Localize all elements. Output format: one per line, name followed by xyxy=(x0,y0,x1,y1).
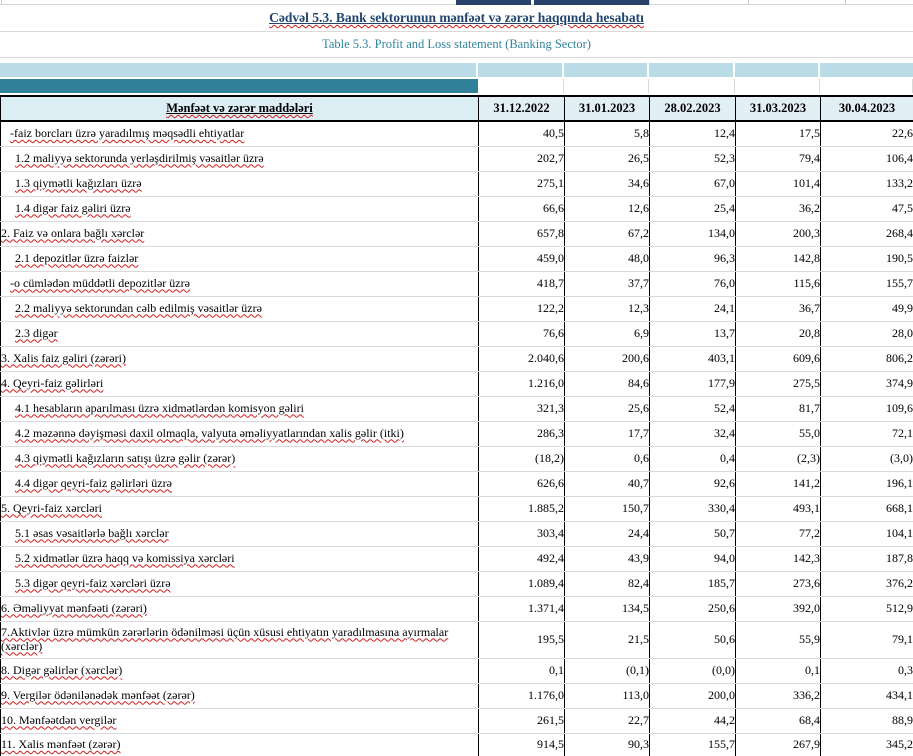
row-label xyxy=(1,596,479,621)
cell-value: 24,4 xyxy=(565,521,650,546)
row-label xyxy=(1,496,479,521)
column-header-date: 30.04.2023 xyxy=(821,96,913,121)
page-subtitle: Table 5.3. Profit and Loss statement (Banking Sector) xyxy=(322,36,591,51)
row-label-text: 4.2 məzənnə dəyişməsi daxil olmaqla, valyuta əməliyyatlarından xalis gəlir (itki) xyxy=(15,425,404,440)
cell-value: 82,4 xyxy=(565,571,650,596)
cell-value: 155,7 xyxy=(821,271,913,296)
table-row xyxy=(1,371,913,396)
band-empty-cell xyxy=(478,79,564,93)
cell-value: 196,1 xyxy=(821,471,913,496)
cell-value: 273,6 xyxy=(736,571,821,596)
cell-value: 122,2 xyxy=(479,296,565,321)
cell-value: 22,6 xyxy=(821,121,913,146)
row-label-text: 5. Qeyri-faiz xərcləri xyxy=(1,500,102,515)
cell-value: 25,4 xyxy=(650,196,736,221)
column-header-date: 31.03.2023 xyxy=(736,96,821,121)
cell-value: 104,1 xyxy=(821,521,913,546)
cell-value: 20,8 xyxy=(736,321,821,346)
table-header-row xyxy=(1,96,913,121)
cell-value: 26,5 xyxy=(565,146,650,171)
table-row xyxy=(1,546,913,571)
decorative-band-light-blue xyxy=(0,63,913,77)
cell-value: 150,7 xyxy=(565,496,650,521)
row-label-text: 2. Faiz və onlara bağlı xərclər xyxy=(1,225,145,240)
table-row xyxy=(1,521,913,546)
row-label-text: 2.2 maliyyə sektorundan cəlb edilmiş vəsaitlər üzrə xyxy=(15,300,262,315)
table-row xyxy=(1,446,913,471)
table-row xyxy=(1,571,913,596)
cell-value: 418,7 xyxy=(479,271,565,296)
column-header-date: 31.12.2022 xyxy=(479,96,565,121)
cell-value: 321,3 xyxy=(479,396,565,421)
row-label xyxy=(1,396,479,421)
row-label xyxy=(1,546,479,571)
cell-value: 88,9 xyxy=(821,708,913,733)
row-label-text: 2.3 digər xyxy=(15,325,58,340)
cell-value: 6,9 xyxy=(565,321,650,346)
cell-value: 115,6 xyxy=(736,271,821,296)
cell-value: 190,5 xyxy=(821,246,913,271)
table-row xyxy=(1,296,913,321)
cell-value: 55,9 xyxy=(736,621,821,658)
page-title: Cədvəl 5.3. Bank sektorunun mənfəət və zərər haqqında hesabatı xyxy=(269,10,644,25)
cell-value: 330,4 xyxy=(650,496,736,521)
cell-value: 261,5 xyxy=(479,708,565,733)
cell-value: 142,3 xyxy=(736,546,821,571)
row-label xyxy=(1,146,479,171)
cell-value: 113,0 xyxy=(565,683,650,708)
cell-value: 32,4 xyxy=(650,421,736,446)
row-label-text: 9. Vergilər ödənilənədək mənfəət (zərər) xyxy=(1,687,195,702)
cell-value: 92,6 xyxy=(650,471,736,496)
cell-value: 28,0 xyxy=(821,321,913,346)
row-label-text: 1.3 qiymətli kağızları üzrə xyxy=(15,175,142,190)
row-label-text: 4.4 digər qeyri-faiz gəlirləri üzrə xyxy=(15,475,172,490)
column-header-items: Mənfəət və zərər maddələri xyxy=(1,96,479,121)
cell-value: 187,8 xyxy=(821,546,913,571)
cell-value: 668,1 xyxy=(821,496,913,521)
cell-value: (2,3) xyxy=(736,446,821,471)
cell-value: 0,3 xyxy=(821,658,913,683)
cell-value: 267,9 xyxy=(736,733,821,756)
row-label xyxy=(1,571,479,596)
cell-value: (18,2) xyxy=(479,446,565,471)
cell-value: 1.176,0 xyxy=(479,683,565,708)
cell-value: 84,6 xyxy=(565,371,650,396)
cell-value: 403,1 xyxy=(650,346,736,371)
row-label xyxy=(1,708,479,733)
cell-value: 376,2 xyxy=(821,571,913,596)
cell-value: 177,9 xyxy=(650,371,736,396)
cell-value: 52,3 xyxy=(650,146,736,171)
row-label-text: 2.1 depozitlər üzrə faizlər xyxy=(15,250,139,265)
table-title-row xyxy=(0,5,913,32)
cell-value: 914,5 xyxy=(479,733,565,756)
row-label-text: 1.4 digər faiz gəliri üzrə xyxy=(15,200,131,215)
table-row xyxy=(1,146,913,171)
table-subtitle-row xyxy=(0,31,913,58)
cell-value: 22,7 xyxy=(565,708,650,733)
row-label xyxy=(1,321,479,346)
row-label-text: 5.1 əsas vəsaitlərlə bağlı xərclər xyxy=(15,525,169,540)
cell-value: 79,1 xyxy=(821,621,913,658)
cell-value: 200,6 xyxy=(565,346,650,371)
cell-value: (3,0) xyxy=(821,446,913,471)
row-label-text: -o cümlədən müddətli depozitlər üzrə xyxy=(10,275,190,290)
band-cell xyxy=(735,63,820,77)
cell-value: 0,4 xyxy=(650,446,736,471)
cell-value: 1.885,2 xyxy=(479,496,565,521)
cell-value: 512,9 xyxy=(821,596,913,621)
table-row xyxy=(1,708,913,733)
table-row xyxy=(1,496,913,521)
row-label xyxy=(1,733,479,756)
cell-value: 392,0 xyxy=(736,596,821,621)
cell-value: 90,3 xyxy=(565,733,650,756)
table-row xyxy=(1,396,913,421)
cell-value: 96,3 xyxy=(650,246,736,271)
cell-value: 609,6 xyxy=(736,346,821,371)
cell-value: 142,8 xyxy=(736,246,821,271)
cell-value: 21,5 xyxy=(565,621,650,658)
column-header-date: 31.01.2023 xyxy=(565,96,650,121)
cell-value: 12,3 xyxy=(565,296,650,321)
cell-value: 34,6 xyxy=(565,171,650,196)
cell-value: 1.371,4 xyxy=(479,596,565,621)
cell-value: 13,7 xyxy=(650,321,736,346)
cell-value: 275,5 xyxy=(736,371,821,396)
table-row xyxy=(1,196,913,221)
band-cell xyxy=(820,63,913,77)
cell-value: 12,4 xyxy=(650,121,736,146)
decorative-band-teal-row xyxy=(0,79,913,93)
cell-value: 68,4 xyxy=(736,708,821,733)
cell-value: 72,1 xyxy=(821,421,913,446)
row-label xyxy=(1,446,479,471)
row-label xyxy=(1,296,479,321)
table-row xyxy=(1,683,913,708)
cell-value: 134,0 xyxy=(650,221,736,246)
cell-value: (0,1) xyxy=(565,658,650,683)
cell-value: 200,0 xyxy=(650,683,736,708)
cell-value: 77,2 xyxy=(736,521,821,546)
cell-value: 133,2 xyxy=(821,171,913,196)
cell-value: 52,4 xyxy=(650,396,736,421)
table-row xyxy=(1,733,913,756)
cell-value: 17,7 xyxy=(565,421,650,446)
cell-value: (0,0) xyxy=(650,658,736,683)
cell-value: 492,4 xyxy=(479,546,565,571)
cell-value: 0,6 xyxy=(565,446,650,471)
row-label-text: 7.Aktivlər üzrə mümkün zərərlərin ödənilməsi üçün xüsusi ehtiyatın yaradılmasına ayırmalar (xərclər) xyxy=(1,624,449,653)
cell-value: 43,9 xyxy=(565,546,650,571)
cell-value: 24,1 xyxy=(650,296,736,321)
row-label xyxy=(1,271,479,296)
row-label-text: 4.3 qiymətli kağızların satışı üzrə gəlir (zərər) xyxy=(15,450,236,465)
row-label-text: 8. Digər gəlirlər (xərclər) xyxy=(1,662,123,677)
table-row xyxy=(1,171,913,196)
cell-value: 44,2 xyxy=(650,708,736,733)
row-label xyxy=(1,471,479,496)
cell-value: 67,0 xyxy=(650,171,736,196)
band-cell xyxy=(0,63,478,77)
cell-value: 268,4 xyxy=(821,221,913,246)
band-cell xyxy=(649,63,735,77)
table-row xyxy=(1,246,913,271)
row-label xyxy=(1,683,479,708)
row-label xyxy=(1,658,479,683)
cell-value: 155,7 xyxy=(650,733,736,756)
row-label xyxy=(1,346,479,371)
row-label xyxy=(1,171,479,196)
band-empty-cell xyxy=(649,79,735,93)
table-row xyxy=(1,658,913,683)
cell-value: 336,2 xyxy=(736,683,821,708)
row-label-text: 11. Xalis mənfəət (zərər) xyxy=(1,737,121,752)
row-label xyxy=(1,621,479,658)
table-row xyxy=(1,271,913,296)
cell-value: 50,6 xyxy=(650,621,736,658)
table-row xyxy=(1,346,913,371)
cell-value: 109,6 xyxy=(821,396,913,421)
cell-value: 94,0 xyxy=(650,546,736,571)
cell-value: 81,7 xyxy=(736,396,821,421)
cell-value: 12,6 xyxy=(565,196,650,221)
table-row xyxy=(1,221,913,246)
cell-value: 657,8 xyxy=(479,221,565,246)
cell-value: 626,6 xyxy=(479,471,565,496)
cell-value: 40,5 xyxy=(479,121,565,146)
cell-value: 141,2 xyxy=(736,471,821,496)
cell-value: 1.089,4 xyxy=(479,571,565,596)
cell-value: 250,6 xyxy=(650,596,736,621)
cell-value: 40,7 xyxy=(565,471,650,496)
cell-value: 76,6 xyxy=(479,321,565,346)
cell-value: 434,1 xyxy=(821,683,913,708)
table-row xyxy=(1,621,913,658)
cell-value: 36,7 xyxy=(736,296,821,321)
profit-loss-table xyxy=(0,95,913,756)
row-label xyxy=(1,421,479,446)
cell-value: 806,2 xyxy=(821,346,913,371)
band-cell xyxy=(478,63,564,77)
cell-value: 202,7 xyxy=(479,146,565,171)
cell-value: 459,0 xyxy=(479,246,565,271)
row-label xyxy=(1,121,479,146)
row-label-text: -faiz borcları üzrə yaradılmış məqsədli ehtiyatlar xyxy=(10,125,245,140)
cell-value: 2.040,6 xyxy=(479,346,565,371)
cell-value: 345,2 xyxy=(821,733,913,756)
cell-value: 0,1 xyxy=(736,658,821,683)
cell-value: 106,4 xyxy=(821,146,913,171)
row-label-text: 4. Qeyri-faiz gəlirləri xyxy=(1,375,104,390)
row-label xyxy=(1,246,479,271)
cell-value: 200,3 xyxy=(736,221,821,246)
band-empty-cell xyxy=(564,79,649,93)
cell-value: 493,1 xyxy=(736,496,821,521)
row-label xyxy=(1,371,479,396)
cell-value: 67,2 xyxy=(565,221,650,246)
cell-value: 49,9 xyxy=(821,296,913,321)
cell-value: 0,1 xyxy=(479,658,565,683)
cell-value: 5,8 xyxy=(565,121,650,146)
cell-value: 195,5 xyxy=(479,621,565,658)
cell-value: 66,6 xyxy=(479,196,565,221)
row-label-text: 4.1 hesabların aparılması üzrə xidmətlərdən komisyon gəliri xyxy=(15,400,304,415)
band-empty-cell xyxy=(820,79,913,93)
table-row xyxy=(1,421,913,446)
table-row xyxy=(1,121,913,146)
cell-value: 50,7 xyxy=(650,521,736,546)
cell-value: 185,7 xyxy=(650,571,736,596)
table-row xyxy=(1,471,913,496)
cell-value: 25,6 xyxy=(565,396,650,421)
row-label xyxy=(1,221,479,246)
row-label-text: 10. Mənfəətdən vergilər xyxy=(1,712,117,727)
cell-value: 134,5 xyxy=(565,596,650,621)
decorative-band-teal xyxy=(0,79,478,93)
cell-value: 17,5 xyxy=(736,121,821,146)
cell-value: 36,2 xyxy=(736,196,821,221)
row-label-text: 1.2 maliyyə sektorunda yerləşdirilmiş vəsaitlər üzrə xyxy=(15,150,264,165)
cell-value: 47,5 xyxy=(821,196,913,221)
cell-value: 79,4 xyxy=(736,146,821,171)
table-row xyxy=(1,321,913,346)
row-label xyxy=(1,521,479,546)
table-row xyxy=(1,596,913,621)
row-label-text: 5.2 xidmətlər üzrə haqq və komissiya xərcləri xyxy=(15,550,235,565)
cell-value: 374,9 xyxy=(821,371,913,396)
row-label-text: 5.3 digər qeyri-faiz xərcləri üzrə xyxy=(15,575,171,590)
cell-value: 303,4 xyxy=(479,521,565,546)
row-label-text: 6. Əməliyyat mənfəəti (zərəri) xyxy=(1,600,147,615)
cell-value: 275,1 xyxy=(479,171,565,196)
column-header-date: 28.02.2023 xyxy=(650,96,736,121)
cell-value: 101,4 xyxy=(736,171,821,196)
cell-value: 37,7 xyxy=(565,271,650,296)
row-label-text: 3. Xalis faiz gəliri (zərəri) xyxy=(1,350,126,365)
cell-value: 1.216,0 xyxy=(479,371,565,396)
band-cell xyxy=(564,63,649,77)
cell-value: 286,3 xyxy=(479,421,565,446)
row-label xyxy=(1,196,479,221)
band-empty-cell xyxy=(735,79,820,93)
cell-value: 48,0 xyxy=(565,246,650,271)
cell-value: 76,0 xyxy=(650,271,736,296)
cell-value: 55,0 xyxy=(736,421,821,446)
